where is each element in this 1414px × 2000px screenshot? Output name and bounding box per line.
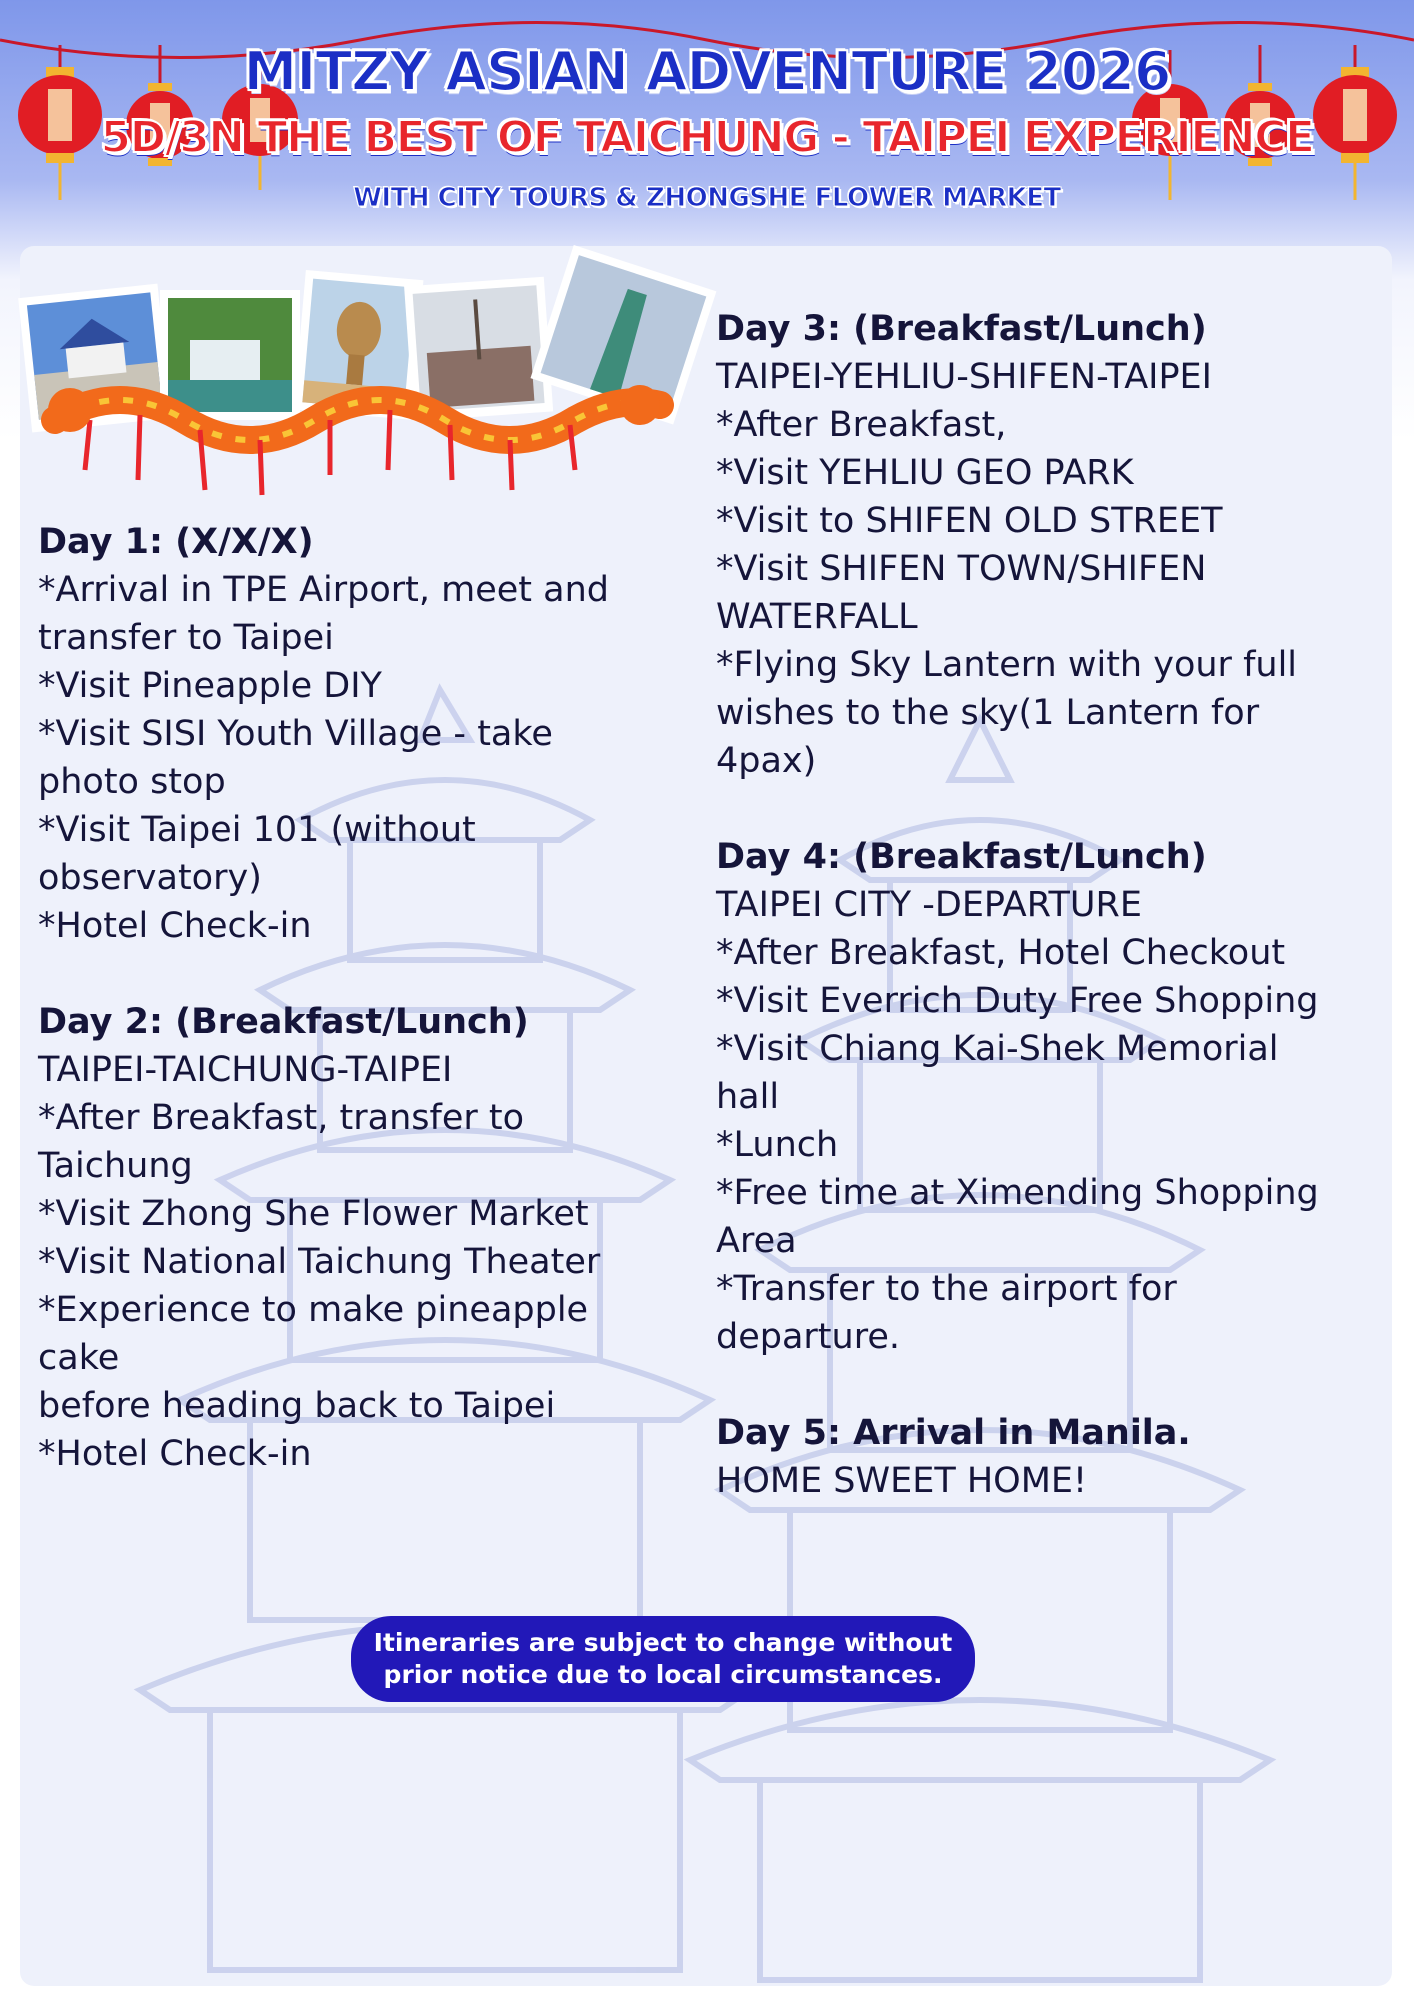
day2-line: *Experience to make pineapple [38,1290,589,1330]
day3-line: TAIPEI-YEHLIU-SHIFEN-TAIPEI [716,357,1212,397]
day1-line: *Visit SISI Youth Village - take [38,714,553,754]
day4-title: Day 4: (Breakfast/Lunch) [716,837,1207,877]
day1-line: photo stop [38,762,226,802]
day1-line: *Visit Taipei 101 (without [38,810,476,850]
page-subtitle: 5D/3N THE BEST OF TAICHUNG - TAIPEI EXPERIENCE [100,112,1314,163]
page-title: MITZY ASIAN ADVENTURE 2026 [243,40,1171,103]
day1-line: *Hotel Check-in [38,906,312,946]
day4-line: TAIPEI CITY -DEPARTURE [716,885,1142,925]
day4-line: hall [716,1077,780,1117]
day2-title: Day 2: (Breakfast/Lunch) [38,1002,529,1042]
day2-line: *Visit Zhong She Flower Market [38,1194,589,1234]
day5-line: HOME SWEET HOME! [716,1461,1088,1501]
day1-title: Day 1: (X/X/X) [38,522,314,562]
day2-line: *Hotel Check-in [38,1434,312,1474]
dragon-garland-icon [48,385,660,495]
day3-section [716,305,1386,785]
day3-line: *Visit SHIFEN TOWN/SHIFEN [716,549,1207,589]
day3-line: *After Breakfast, [716,405,1007,445]
day3-line: 4pax) [716,741,817,781]
disclaimer-notice [351,1616,975,1702]
day3-line: *Visit to SHIFEN OLD STREET [716,501,1223,541]
day4-line: *After Breakfast, Hotel Checkout [716,933,1286,973]
day2-section [38,998,688,1478]
day3-line: *Flying Sky Lantern with your full [716,645,1298,685]
day3-line: WATERFALL [716,597,918,637]
day4-section [716,833,1386,1361]
day1-line: *Visit Pineapple DIY [38,666,382,706]
day4-line: *Lunch [716,1125,839,1165]
shifen-waterfall-photo [160,290,300,420]
day1-section [38,518,688,950]
day5-title: Day 5: Arrival in Manila. [716,1413,1191,1453]
day4-line: Area [716,1221,797,1261]
itinerary-right-column [716,305,1386,1553]
day3-line: *Visit YEHLIU GEO PARK [716,453,1134,493]
day4-line: *Visit Chiang Kai-Shek Memorial [716,1029,1279,1069]
day2-line: *Visit National Taichung Theater [38,1242,601,1282]
notice-line2: prior notice due to local circumstances. [383,1660,943,1689]
day3-line: wishes to the sky(1 Lantern for [716,693,1260,733]
day3-title: Day 3: (Breakfast/Lunch) [716,309,1207,349]
day2-line: Taichung [38,1146,193,1186]
notice-line1: Itineraries are subject to change without [373,1628,953,1657]
page-tagline: WITH CITY TOURS & ZHONGSHE FLOWER MARKET [353,183,1061,213]
itinerary-left-column [38,518,688,1526]
day4-line: departure. [716,1317,900,1357]
day2-line: *After Breakfast, transfer to [38,1098,525,1138]
day2-line: cake [38,1338,120,1378]
day1-line: observatory) [38,858,262,898]
day4-line: *Transfer to the airport for [716,1269,1177,1309]
day1-line: *Arrival in TPE Airport, meet and [38,570,610,610]
day1-line: transfer to Taipei [38,618,334,658]
day4-line: *Visit Everrich Duty Free Shopping [716,981,1319,1021]
day2-line: TAIPEI-TAICHUNG-TAIPEI [38,1050,453,1090]
day5-section [716,1409,1386,1505]
day4-line: *Free time at Ximending Shopping [716,1173,1319,1213]
day2-line: before heading back to Taipei [38,1386,556,1426]
